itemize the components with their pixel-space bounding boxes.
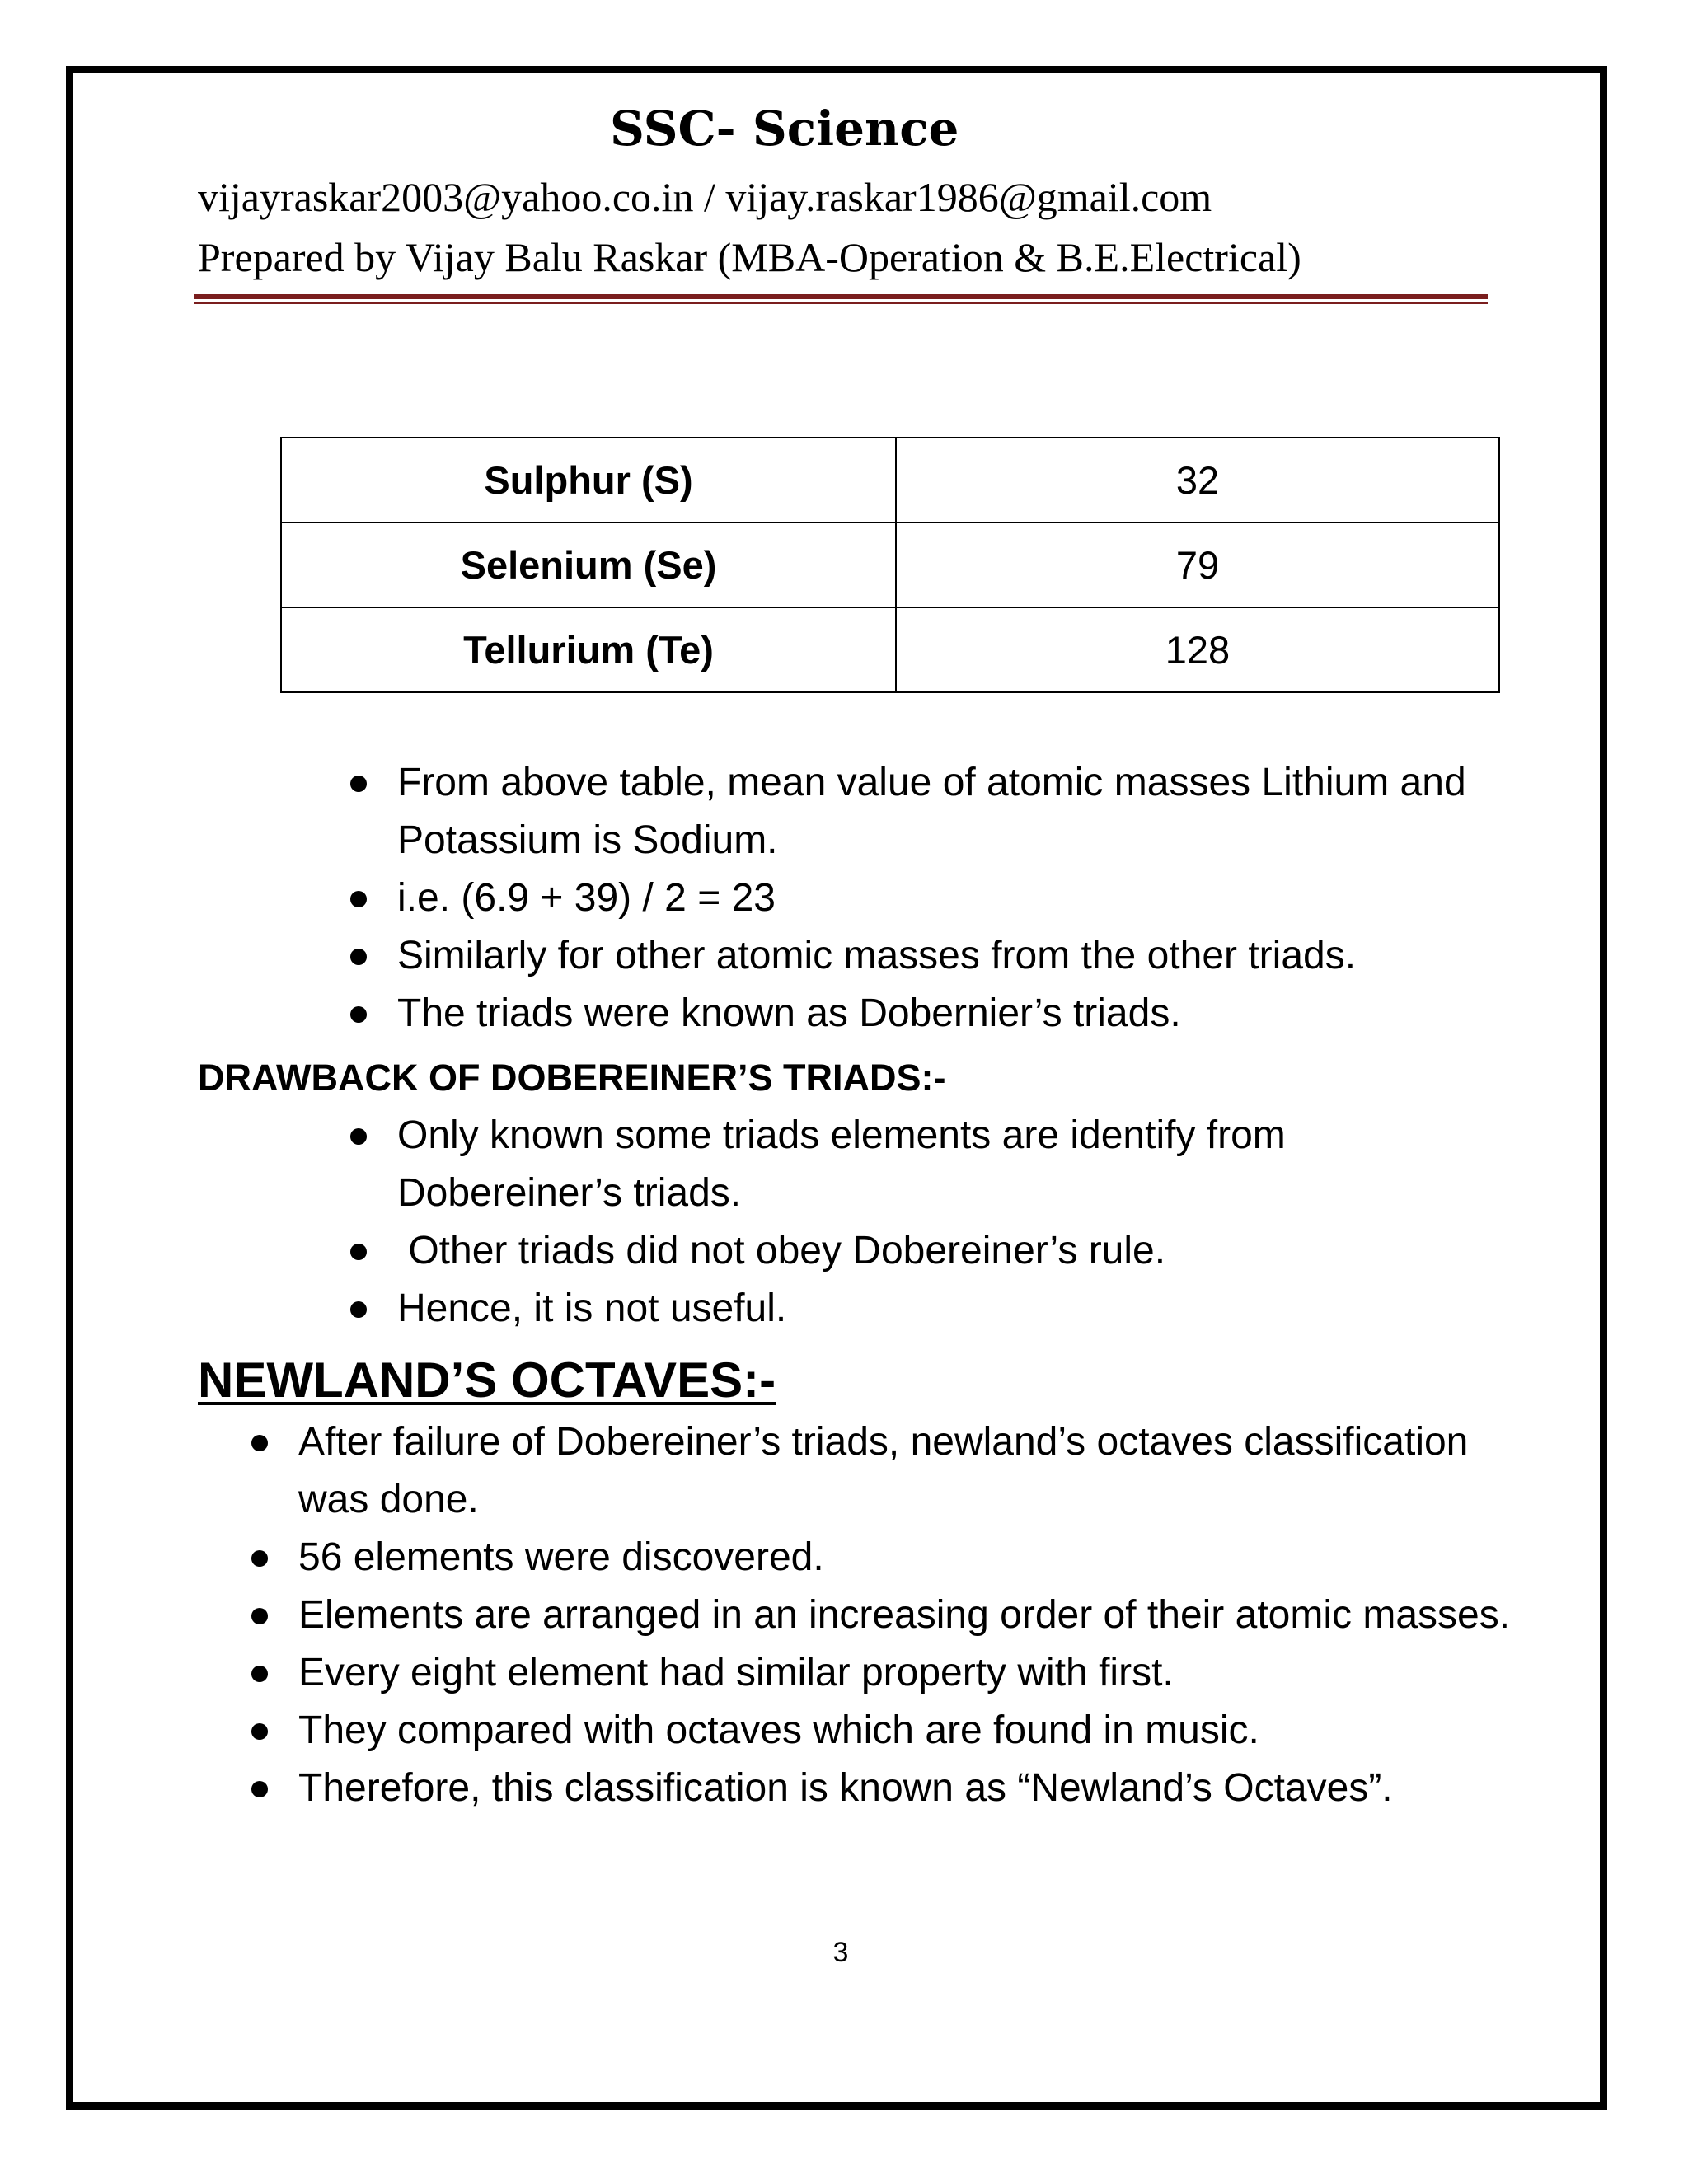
table-row <box>281 523 1499 607</box>
list-item: Hence, it is not useful. <box>346 1280 1517 1338</box>
bullet-icon <box>350 1006 367 1023</box>
header-rule-thick <box>194 294 1488 299</box>
list-item: They compared with octaves which are found in music. <box>247 1702 1533 1760</box>
page-number: 3 <box>832 1937 849 1968</box>
element-cell: Selenium (Se) <box>281 523 896 607</box>
list-item: The triads were known as Dobernier’s triads. <box>346 985 1517 1043</box>
bullet-icon <box>251 1723 268 1740</box>
table-row <box>281 438 1499 523</box>
bullet-icon <box>350 776 367 792</box>
bullet-icon <box>251 1781 268 1797</box>
header-rule-thin <box>194 302 1488 304</box>
triad-table <box>280 437 1500 693</box>
mass-cell: 128 <box>896 607 1499 692</box>
list-item: From above table, mean value of atomic masses Lithium and Potassium is Sodium. <box>346 754 1517 869</box>
bullet-icon <box>350 891 367 907</box>
table-row <box>281 607 1499 692</box>
newland-heading: NEWLAND’S OCTAVES:- <box>198 1352 776 1408</box>
list-item: i.e. (6.9 + 39) / 2 = 23 <box>346 869 1517 927</box>
element-cell: Tellurium (Te) <box>281 607 896 692</box>
newland-list <box>247 1413 1533 1817</box>
author-emails: vijayraskar2003@yahoo.co.in / vijay.raskar1986@gmail.com <box>198 174 1212 220</box>
element-cell: Sulphur (S) <box>281 438 896 523</box>
drawback-heading: DRAWBACK OF DOBEREINER’S TRIADS:- <box>198 1057 946 1099</box>
bullet-icon <box>251 1435 268 1451</box>
bullet-icon <box>350 1301 367 1318</box>
page-title: SSC- Science <box>610 101 959 157</box>
author-credit: Prepared by Vijay Balu Raskar (MBA-Operation & B.E.Electrical) <box>198 234 1301 280</box>
list-item: Elements are arranged in an increasing order of their atomic masses. <box>247 1586 1533 1644</box>
list-item: Therefore, this classification is known as “Newland’s Octaves”. <box>247 1760 1533 1817</box>
list-item: Every eight element had similar property with first. <box>247 1644 1533 1702</box>
bullet-icon <box>251 1608 268 1624</box>
bullet-icon <box>251 1666 268 1682</box>
list-item: Other triads did not obey Dobereiner’s rule. <box>346 1222 1517 1280</box>
list-item: After failure of Dobereiner’s triads, newland’s octaves classification was done. <box>247 1413 1533 1529</box>
list-item: 56 elements were discovered. <box>247 1529 1533 1586</box>
bullet-icon <box>350 949 367 965</box>
drawback-list <box>346 1107 1517 1338</box>
mass-cell: 32 <box>896 438 1499 523</box>
list-item: Only known some triads elements are identify from Dobereiner’s triads. <box>346 1107 1517 1222</box>
triad-notes-list <box>346 754 1517 1043</box>
bullet-icon <box>350 1244 367 1260</box>
mass-cell: 79 <box>896 523 1499 607</box>
list-item: Similarly for other atomic masses from the other triads. <box>346 927 1517 985</box>
bullet-icon <box>251 1550 268 1567</box>
bullet-icon <box>350 1128 367 1145</box>
